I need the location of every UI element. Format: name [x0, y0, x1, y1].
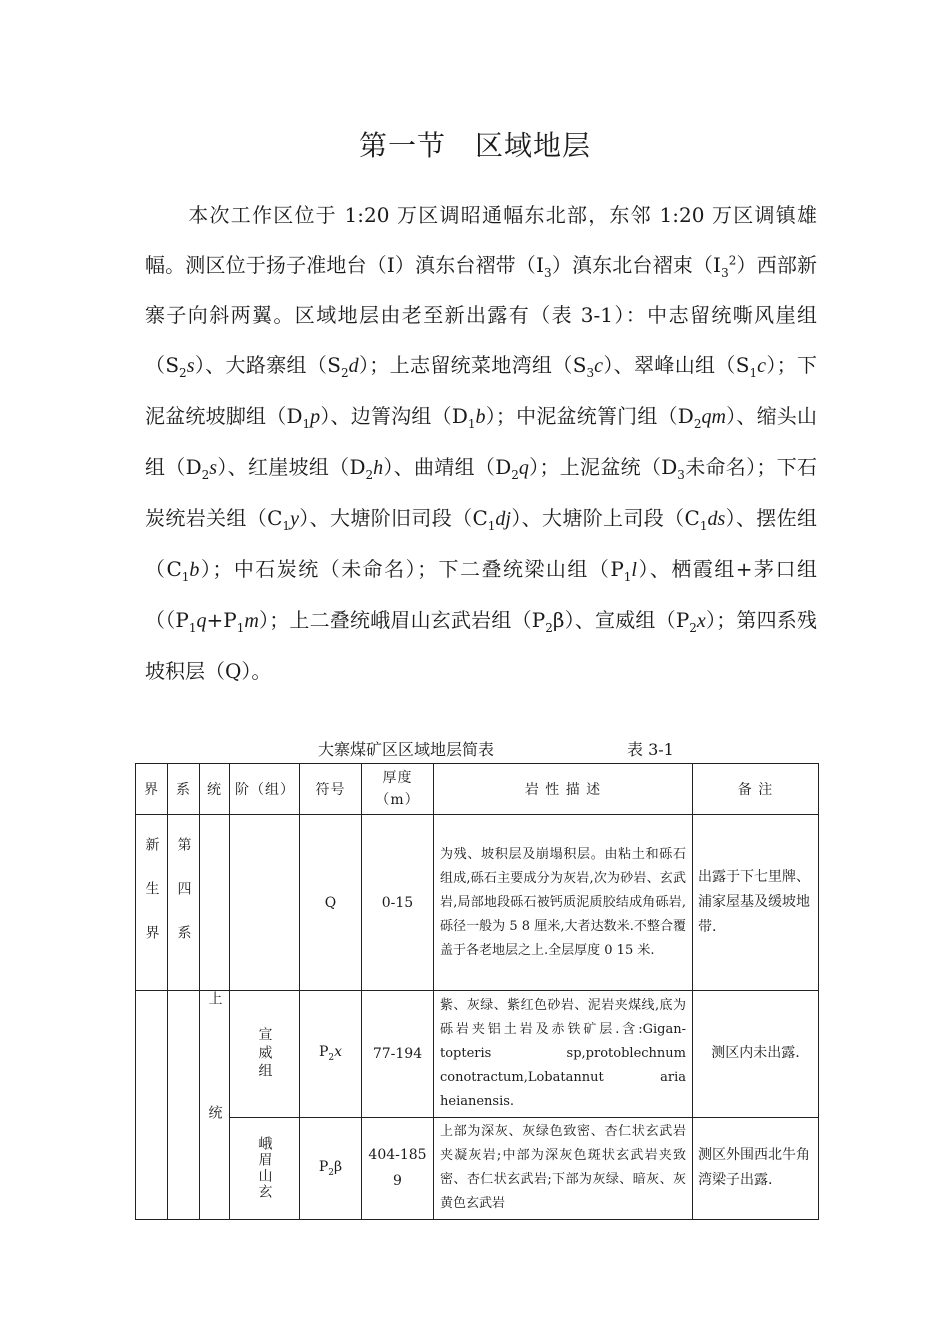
header-lithology: 岩 性 描 述 [434, 764, 693, 815]
stratigraphy-table [135, 763, 819, 1220]
cell-tong: 上统 [200, 991, 230, 1220]
cell-formation [230, 815, 300, 991]
cell-formation: 峨眉山玄 [230, 1117, 300, 1219]
cell-remarks: 测区外围西北牛角湾梁子出露. [693, 1117, 819, 1219]
cell-jie [136, 991, 168, 1220]
header-formation: 阶（组） [230, 764, 300, 815]
header-xi: 系 [168, 764, 200, 815]
cell-xi [168, 991, 200, 1220]
table-row [136, 1117, 819, 1219]
cell-thickness: 404-1859 [362, 1117, 434, 1219]
header-jie: 界 [136, 764, 168, 815]
table-row [136, 991, 819, 1118]
cell-symbol: $P_2x$ [300, 991, 362, 1118]
header-thickness: 厚度（m） [362, 764, 434, 815]
page-title: 第一节 区域地层 [358, 129, 591, 162]
cell-remarks: 出露于下七里牌、浦家屋基及缓坡地带. [693, 815, 819, 991]
intro-paragraph: 本次工作区位于 1:20 万区调昭通幅东北部，东邻 1:20 万区调镇雄幅。测区位于扬子准地台（Ⅰ）滇东台褶带$(Ⅰ_3)$滇东北台褶束$(Ⅰ_3^2)$西部新寨子向斜两翼。区域地层由老至新出露有（表 3-1）：中志留统嘶风崖组$(S_2s)$、大路寨组$(S_2d)$；上志留统菜地湾组$(S_3c)$、翠峰山组$(S_1c)$；下泥盆统坡脚组$(D_1p)$、边箐沟组$(D_1b)$；中泥盆统箐门组$(D_2qm)$、缩头山组$(D_2s)$、红崖坡组$(D_2h)$、曲靖组$(D_2q)$；上泥盆统（$D_3$未命名）；下石炭统岩关组$(C_1y)$、大塘阶旧司段$(C_1dj)$、大塘阶上司段$(C_1ds)$、摆佐组$(C_1b)$；中石炭统（未命名）；下二叠统梁山组$(P_1l)$、栖霞组+茅口组（$(P_1q+P_1m)$；上二叠统峨眉山玄武岩组$(P_2\beta)$、宣威组$(P_2x)$；第四系残坡积层（Q）。 [145, 203, 818, 683]
cell-thickness: 77-194 [362, 991, 434, 1118]
cell-jie: 新生界 [136, 815, 168, 991]
table-row [136, 815, 819, 991]
cell-thickness: 0-15 [362, 815, 434, 991]
header-tong: 统 [200, 764, 230, 815]
header-symbol: 符号 [300, 764, 362, 815]
cell-lithology: 为残、坡积层及崩塌积层。由粘土和砾石组成,砾石主要成分为灰岩,次为砂岩、玄武岩,局部地段砾石被钙质泥质胶结成角砾岩,砾径一般为 5 8 厘米,大者达数米.不整合覆盖于各老地层之上.全层厚度 0 15 米. [434, 815, 693, 991]
table-number: 表 3-1 [627, 740, 674, 759]
cell-xi: 第四系 [168, 815, 200, 991]
header-remarks: 备 注 [693, 764, 819, 815]
table-caption: 大寨煤矿区区域地层简表 [318, 740, 495, 759]
cell-tong [200, 815, 230, 991]
cell-symbol: $P_2\beta$ [300, 1117, 362, 1219]
cell-lithology: 上部为深灰、灰绿色致密、杏仁状玄武岩夹凝灰岩;中部为深灰色斑状玄武岩夹致密、杏仁状玄武岩;下部为灰绿、暗灰、灰黄色玄武岩 [434, 1117, 693, 1219]
cell-remarks: 测区内未出露. [693, 991, 819, 1118]
cell-symbol: Q [300, 815, 362, 991]
cell-lithology: 紫、灰绿、紫红色砂岩、泥岩夹煤线,底为砾岩夹铝土岩及赤铁矿层.含:Gigan-topteris sp,protoblechnum conotractum,Lobatannut aria heianensis. [434, 991, 693, 1118]
cell-formation: 宣威组 [230, 991, 300, 1118]
table-header-row [136, 764, 819, 815]
